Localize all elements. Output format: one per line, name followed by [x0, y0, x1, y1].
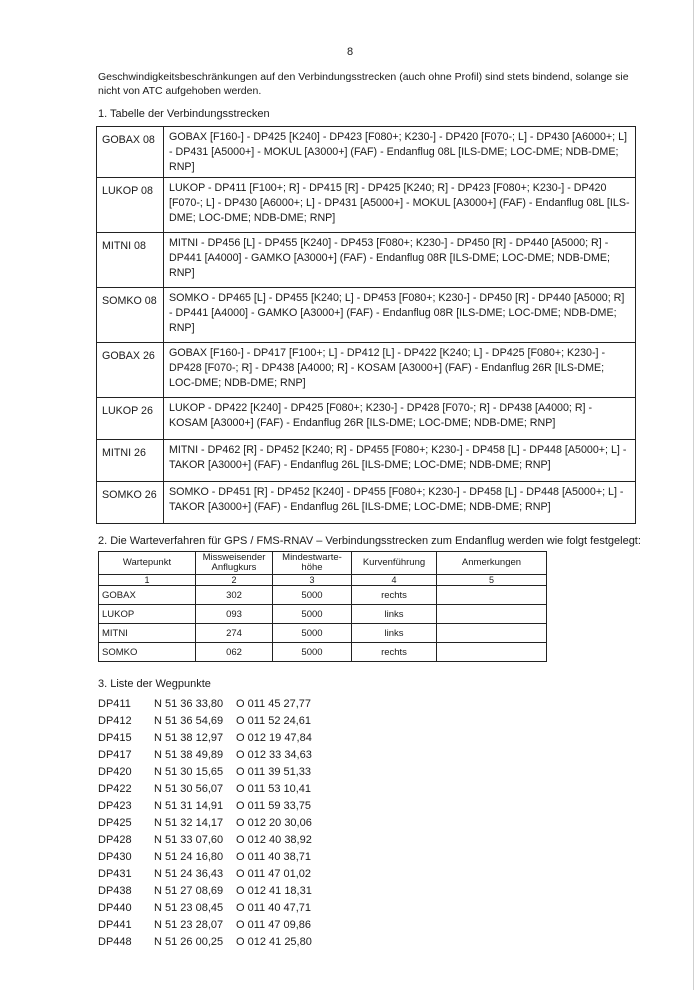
route-description: SOMKO - DP465 [L] - DP455 [K240; L] - DP453 [F080+; K230-] - DP450 [R] - DP440 [A5000; R] - DP441 [A4000] - GAMKO [A3000+] (FAF) - Endanflug 08R [ILS-DME; LOC-DME; NDB-DME; RNP] [164, 288, 636, 343]
routes-table [96, 126, 636, 524]
route-name: SOMKO 26 [97, 482, 164, 524]
holding-altitude: 5000 [273, 586, 352, 605]
waypoint-id: DP431 [98, 868, 132, 880]
waypoint-lon: O 011 40 47,71 [236, 902, 312, 914]
waypoint-lon: O 011 52 24,61 [236, 715, 312, 727]
waypoint-row [98, 747, 326, 764]
waypoint-id: DP411 [98, 698, 131, 710]
holding-remark [437, 586, 547, 605]
col-number: 5 [437, 575, 547, 586]
waypoint-lon: O 011 59 33,75 [236, 800, 312, 812]
col-header-altitude: Mindestwarte-höhe [273, 552, 352, 575]
route-name: GOBAX 26 [97, 343, 164, 398]
waypoint-row [98, 730, 326, 747]
waypoint-lon: O 012 19 47,84 [236, 732, 312, 744]
route-description: GOBAX [F160-] - DP417 [F100+; L] - DP412 [L] - DP422 [K240; L] - DP425 [F080+; K230-] - DP428 [F070-; R] - DP438 [A4000; R] - KOSAM [A3000+] (FAF) - Endanflug 26R [ILS-DME; LOC-DME; NDB-DME; RNP] [164, 343, 636, 398]
route-name: SOMKO 08 [97, 288, 164, 343]
holding-remark [437, 605, 547, 624]
waypoint-row [98, 815, 326, 832]
holding-row [99, 586, 547, 605]
waypoint-id: DP440 [98, 902, 132, 914]
section-1-title: 1. Tabelle der Verbindungsstrecken [98, 108, 270, 120]
route-row [97, 398, 636, 440]
col-number: 4 [352, 575, 437, 586]
holding-course: 274 [196, 624, 273, 643]
route-row [97, 482, 636, 524]
route-description: SOMKO - DP451 [R] - DP452 [K240] - DP455 [F080+; K230-] - DP458 [L] - DP448 [A5000+; L] - TAKOR [A3000+] (FAF) - Endanflug 26L [ILS-DME; LOC-DME; NDB-DME; RNP] [164, 482, 636, 524]
holding-row [99, 643, 547, 662]
waypoint-row [98, 900, 326, 917]
waypoint-lat: N 51 27 08,69 [154, 885, 224, 897]
col-header-remarks: Anmerkungen [437, 552, 547, 575]
waypoint-lon: O 011 39 51,33 [236, 766, 312, 778]
page-edge-line [693, 0, 694, 990]
holding-turn: links [352, 605, 437, 624]
waypoint-id: DP412 [98, 715, 132, 727]
waypoint-lat: N 51 30 15,65 [154, 766, 224, 778]
route-name: LUKOP 08 [97, 178, 164, 233]
waypoint-id: DP420 [98, 766, 132, 778]
route-row [97, 343, 636, 398]
holding-altitude: 5000 [273, 605, 352, 624]
waypoint-lon: O 011 40 38,71 [236, 851, 312, 863]
route-description: MITNI - DP462 [R] - DP452 [K240; R] - DP455 [F080+; K230-] - DP458 [L] - DP448 [A5000+; L] - TAKOR [A3000+] (FAF) - Endanflug 26L [ILS-DME; LOC-DME; NDB-DME; RNP] [164, 440, 636, 482]
waypoint-lat: N 51 23 08,45 [154, 902, 224, 914]
col-header-turn: Kurvenführung [352, 552, 437, 575]
waypoint-row [98, 696, 326, 713]
col-number: 1 [99, 575, 196, 586]
waypoint-lat: N 51 36 54,69 [154, 715, 224, 727]
holding-altitude: 5000 [273, 624, 352, 643]
waypoint-row [98, 934, 326, 951]
waypoint-id: DP428 [98, 834, 132, 846]
waypoint-row [98, 713, 326, 730]
holding-table [98, 551, 547, 662]
intro-paragraph: Geschwindigkeitsbeschränkungen auf den Verbindungsstrecken (auch ohne Profil) sind stets bindend, solange sie nicht von ATC aufgehoben werden. [98, 71, 629, 97]
waypoint-row [98, 866, 326, 883]
waypoint-lon: O 011 47 09,86 [236, 919, 312, 931]
waypoint-lat: N 51 32 14,17 [154, 817, 224, 829]
waypoint-lon: O 012 41 25,80 [236, 936, 312, 948]
page-number: 8 [346, 46, 354, 58]
waypoint-id: DP425 [98, 817, 132, 829]
col-header-course: Missweisender Anflugkurs [196, 552, 273, 575]
route-row [97, 440, 636, 482]
waypoint-list [98, 696, 326, 951]
route-name: MITNI 26 [97, 440, 164, 482]
route-row [97, 127, 636, 178]
waypoint-lon: O 011 53 10,41 [236, 783, 312, 795]
holding-course: 062 [196, 643, 273, 662]
holding-fix: LUKOP [99, 605, 196, 624]
holding-turn: rechts [352, 643, 437, 662]
waypoint-lat: N 51 26 00,25 [154, 936, 224, 948]
waypoint-lat: N 51 31 14,91 [154, 800, 224, 812]
waypoint-lat: N 51 38 49,89 [154, 749, 224, 761]
waypoint-lat: N 51 33 07,60 [154, 834, 224, 846]
waypoint-id: DP448 [98, 936, 132, 948]
holding-row [99, 605, 547, 624]
waypoint-lat: N 51 24 36,43 [154, 868, 224, 880]
waypoint-id: DP423 [98, 800, 132, 812]
waypoint-lat: N 51 23 28,07 [154, 919, 224, 931]
holding-remark [437, 643, 547, 662]
holding-course: 302 [196, 586, 273, 605]
waypoint-id: DP417 [98, 749, 132, 761]
waypoint-lon: O 012 33 34,63 [236, 749, 312, 761]
col-number: 3 [273, 575, 352, 586]
section-2-title: 2. Die Warteverfahren für GPS / FMS-RNAV – Verbindungsstrecken zum Endanflug werden wie folgt festgelegt: [98, 535, 641, 547]
holding-fix: GOBAX [99, 586, 196, 605]
route-description: LUKOP - DP411 [F100+; R] - DP415 [R] - DP425 [K240; R] - DP423 [F080+; K230-] - DP420 [F070-; L] - DP430 [A6000+; L] - DP431 [A5000+] - MOKUL [A3000+] (FAF) - Endanflug 08L [ILS-DME; LOC-DME; NDB-DME; RNP] [164, 178, 636, 233]
waypoint-id: DP441 [98, 919, 132, 931]
waypoint-lon: O 012 20 30,06 [236, 817, 312, 829]
waypoint-row [98, 798, 326, 815]
route-description: GOBAX [F160-] - DP425 [K240] - DP423 [F080+; K230-] - DP420 [F070-; L] - DP430 [A6000+; L] - DP431 [A5000+] - MOKUL [A3000+] (FAF) - Endanflug 08L [ILS-DME; LOC-DME; NDB-DME; RNP] [164, 127, 636, 178]
waypoint-lat: N 51 36 33,80 [154, 698, 224, 710]
waypoint-id: DP438 [98, 885, 132, 897]
holding-colnum-row [99, 575, 547, 586]
waypoint-lon: O 012 40 38,92 [236, 834, 312, 846]
waypoint-id: DP415 [98, 732, 132, 744]
waypoint-id: DP422 [98, 783, 132, 795]
waypoint-lon: O 012 41 18,31 [236, 885, 312, 897]
holding-row [99, 624, 547, 643]
route-row [97, 288, 636, 343]
col-number: 2 [196, 575, 273, 586]
waypoint-row [98, 849, 326, 866]
holding-header-row [99, 552, 547, 575]
route-name: GOBAX 08 [97, 127, 164, 178]
holding-fix: SOMKO [99, 643, 196, 662]
waypoint-lon: O 011 47 01,02 [236, 868, 312, 880]
holding-remark [437, 624, 547, 643]
waypoint-row [98, 781, 326, 798]
holding-fix: MITNI [99, 624, 196, 643]
waypoint-id: DP430 [98, 851, 132, 863]
route-name: LUKOP 26 [97, 398, 164, 440]
route-description: MITNI - DP456 [L] - DP455 [K240] - DP453 [F080+; K230-] - DP450 [R] - DP440 [A5000; R] - DP441 [A4000] - GAMKO [A3000+] (FAF) - Endanflug 08R [ILS-DME; LOC-DME; NDB-DME; RNP] [164, 233, 636, 288]
waypoint-row [98, 917, 326, 934]
waypoint-row [98, 883, 326, 900]
holding-turn: links [352, 624, 437, 643]
route-description: LUKOP - DP422 [K240] - DP425 [F080+; K230-] - DP428 [F070-; R] - DP438 [A4000; R] - KOSAM [A3000+] (FAF) - Endanflug 26R [ILS-DME; LOC-DME; NDB-DME; RNP] [164, 398, 636, 440]
col-header-fix: Wartepunkt [99, 552, 196, 575]
holding-turn: rechts [352, 586, 437, 605]
waypoint-lat: N 51 38 12,97 [154, 732, 224, 744]
section-3-title: 3. Liste der Wegpunkte [98, 678, 211, 690]
holding-course: 093 [196, 605, 273, 624]
waypoint-row [98, 764, 326, 781]
waypoint-lon: O 011 45 27,77 [236, 698, 312, 710]
holding-altitude: 5000 [273, 643, 352, 662]
route-row [97, 233, 636, 288]
waypoint-row [98, 832, 326, 849]
waypoint-lat: N 51 24 16,80 [154, 851, 224, 863]
route-name: MITNI 08 [97, 233, 164, 288]
waypoint-lat: N 51 30 56,07 [154, 783, 224, 795]
route-row [97, 178, 636, 233]
